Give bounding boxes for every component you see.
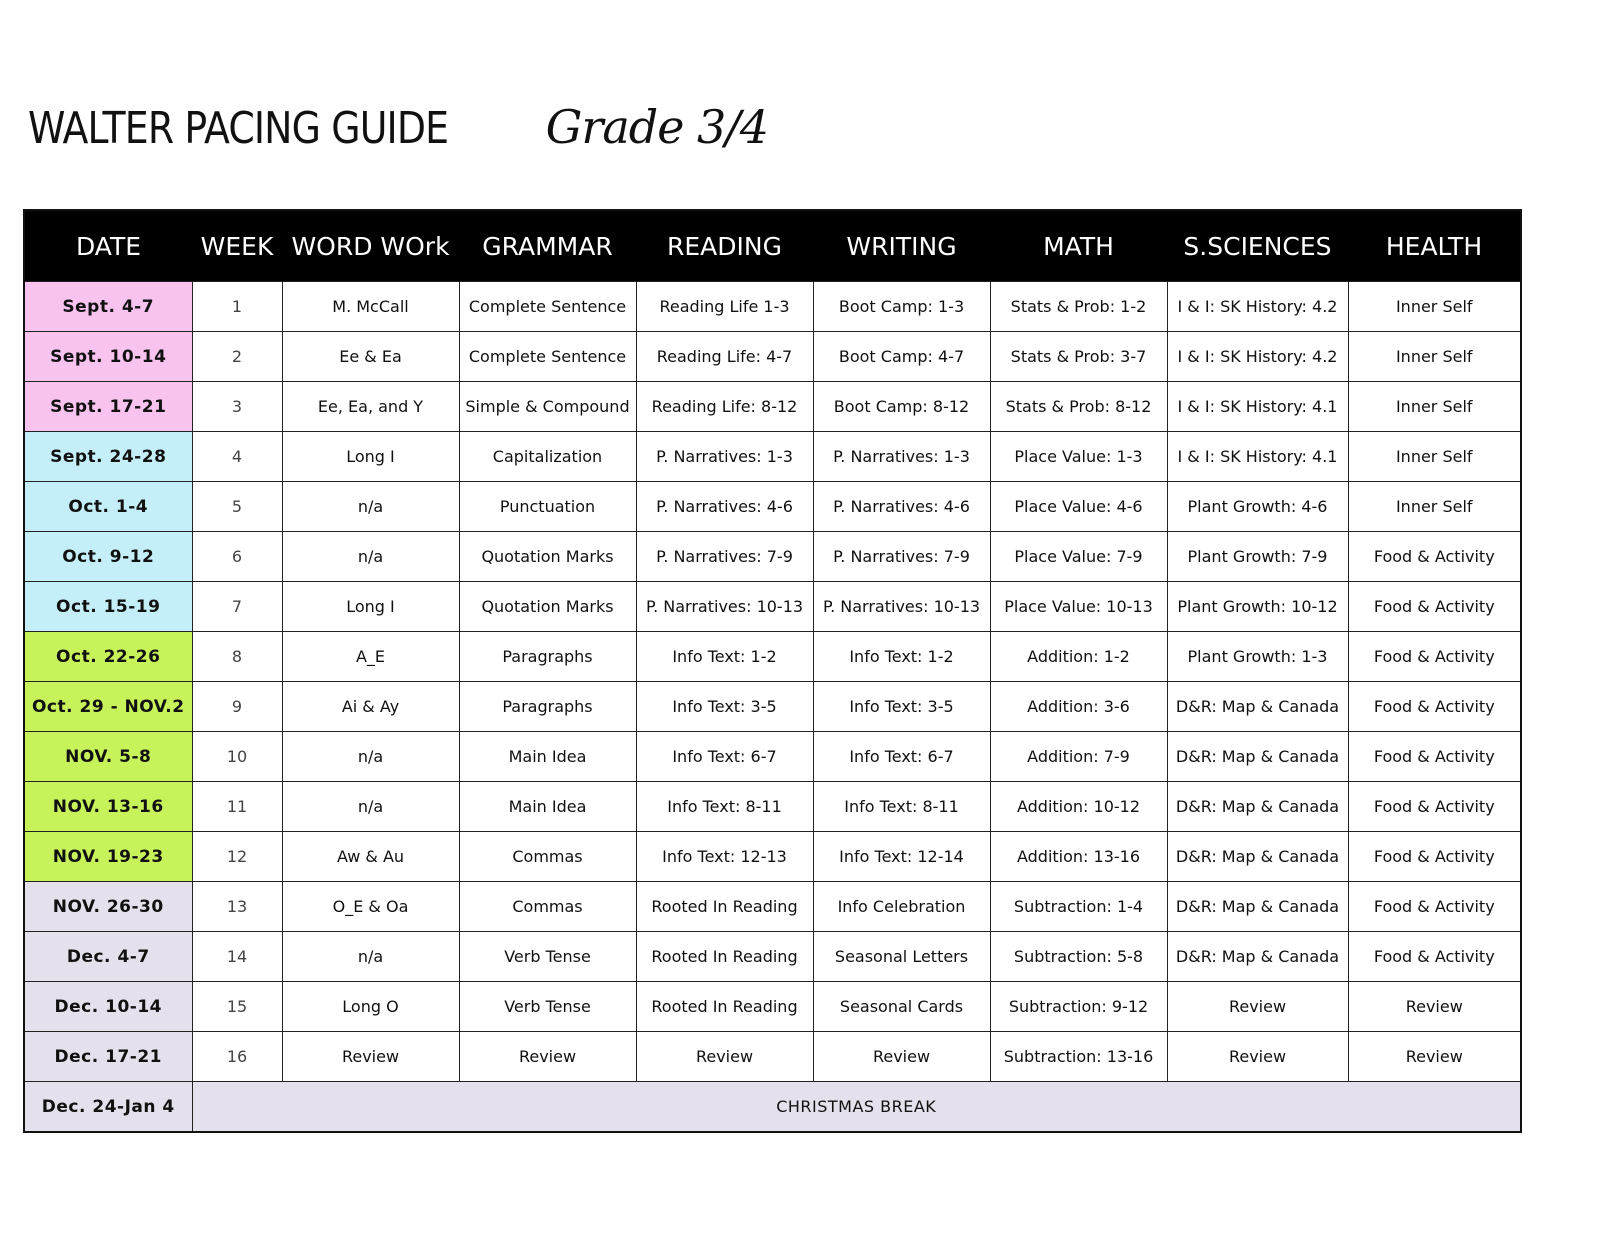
- math-cell: Stats & Prob: 1-2: [990, 282, 1167, 332]
- health-cell: Food & Activity: [1348, 632, 1521, 682]
- week-cell: 3: [192, 382, 282, 432]
- header-math: MATH: [990, 210, 1167, 282]
- math-cell: Place Value: 10-13: [990, 582, 1167, 632]
- grammar-cell: Main Idea: [459, 732, 636, 782]
- header-row: [24, 210, 1521, 282]
- grammar-cell: Quotation Marks: [459, 532, 636, 582]
- page-title: [28, 100, 768, 154]
- date-cell: Oct. 29 - NOV.2: [24, 682, 192, 732]
- grammar-cell: Simple & Compound: [459, 382, 636, 432]
- math-cell: Addition: 13-16: [990, 832, 1167, 882]
- date-cell: Sept. 17-21: [24, 382, 192, 432]
- date-cell: NOV. 5-8: [24, 732, 192, 782]
- date-cell: NOV. 26-30: [24, 882, 192, 932]
- table-row: [24, 582, 1521, 632]
- reading-cell: Rooted In Reading: [636, 932, 813, 982]
- week-cell: 8: [192, 632, 282, 682]
- science-cell: I & I: SK History: 4.2: [1167, 332, 1348, 382]
- grammar-cell: Paragraphs: [459, 682, 636, 732]
- writing-cell: P. Narratives: 10-13: [813, 582, 990, 632]
- health-cell: Review: [1348, 1032, 1521, 1082]
- date-cell: NOV. 13-16: [24, 782, 192, 832]
- table-row: [24, 282, 1521, 332]
- science-cell: Plant Growth: 7-9: [1167, 532, 1348, 582]
- word-work-cell: Long I: [282, 582, 459, 632]
- reading-cell: Reading Life: 4-7: [636, 332, 813, 382]
- date-cell: Sept. 4-7: [24, 282, 192, 332]
- table-row: [24, 682, 1521, 732]
- week-cell: 2: [192, 332, 282, 382]
- table-row: [24, 732, 1521, 782]
- header-health: HEALTH: [1348, 210, 1521, 282]
- health-cell: Food & Activity: [1348, 532, 1521, 582]
- math-cell: Place Value: 1-3: [990, 432, 1167, 482]
- word-work-cell: Long I: [282, 432, 459, 482]
- word-work-cell: Review: [282, 1032, 459, 1082]
- health-cell: Inner Self: [1348, 332, 1521, 382]
- science-cell: D&R: Map & Canada: [1167, 882, 1348, 932]
- grammar-cell: Punctuation: [459, 482, 636, 532]
- writing-cell: P. Narratives: 1-3: [813, 432, 990, 482]
- writing-cell: Info Celebration: [813, 882, 990, 932]
- math-cell: Addition: 1-2: [990, 632, 1167, 682]
- word-work-cell: M. McCall: [282, 282, 459, 332]
- date-cell: Oct. 1-4: [24, 482, 192, 532]
- science-cell: Plant Growth: 1-3: [1167, 632, 1348, 682]
- week-cell: 5: [192, 482, 282, 532]
- reading-cell: Info Text: 1-2: [636, 632, 813, 682]
- reading-cell: P. Narratives: 7-9: [636, 532, 813, 582]
- health-cell: Food & Activity: [1348, 582, 1521, 632]
- reading-cell: Rooted In Reading: [636, 982, 813, 1032]
- title-grade: Grade 3/4: [545, 100, 769, 154]
- math-cell: Addition: 10-12: [990, 782, 1167, 832]
- date-cell: Oct. 9-12: [24, 532, 192, 582]
- writing-cell: Boot Camp: 4-7: [813, 332, 990, 382]
- reading-cell: Info Text: 6-7: [636, 732, 813, 782]
- week-cell: 13: [192, 882, 282, 932]
- break-row: [24, 1082, 1521, 1133]
- math-cell: Place Value: 4-6: [990, 482, 1167, 532]
- math-cell: Stats & Prob: 8-12: [990, 382, 1167, 432]
- table-row: [24, 1032, 1521, 1082]
- health-cell: Food & Activity: [1348, 782, 1521, 832]
- math-cell: Subtraction: 1-4: [990, 882, 1167, 932]
- grammar-cell: Verb Tense: [459, 932, 636, 982]
- health-cell: Food & Activity: [1348, 682, 1521, 732]
- table-row: [24, 932, 1521, 982]
- math-cell: Stats & Prob: 3-7: [990, 332, 1167, 382]
- grammar-cell: Quotation Marks: [459, 582, 636, 632]
- date-cell: Oct. 22-26: [24, 632, 192, 682]
- date-cell: Dec. 17-21: [24, 1032, 192, 1082]
- math-cell: Subtraction: 5-8: [990, 932, 1167, 982]
- word-work-cell: Ee & Ea: [282, 332, 459, 382]
- word-work-cell: Ee, Ea, and Y: [282, 382, 459, 432]
- health-cell: Food & Activity: [1348, 882, 1521, 932]
- week-cell: 14: [192, 932, 282, 982]
- grammar-cell: Complete Sentence: [459, 282, 636, 332]
- table-row: [24, 482, 1521, 532]
- date-cell: Dec. 4-7: [24, 932, 192, 982]
- header-reading: READING: [636, 210, 813, 282]
- date-cell: Dec. 24-Jan 4: [24, 1082, 192, 1133]
- reading-cell: Info Text: 3-5: [636, 682, 813, 732]
- science-cell: D&R: Map & Canada: [1167, 832, 1348, 882]
- week-cell: 16: [192, 1032, 282, 1082]
- date-cell: Sept. 24-28: [24, 432, 192, 482]
- reading-cell: Reading Life: 8-12: [636, 382, 813, 432]
- math-cell: Place Value: 7-9: [990, 532, 1167, 582]
- math-cell: Addition: 3-6: [990, 682, 1167, 732]
- week-cell: 11: [192, 782, 282, 832]
- grammar-cell: Commas: [459, 832, 636, 882]
- header-date: DATE: [24, 210, 192, 282]
- math-cell: Subtraction: 9-12: [990, 982, 1167, 1032]
- word-work-cell: Aw & Au: [282, 832, 459, 882]
- health-cell: Food & Activity: [1348, 732, 1521, 782]
- math-cell: Addition: 7-9: [990, 732, 1167, 782]
- grammar-cell: Paragraphs: [459, 632, 636, 682]
- health-cell: Inner Self: [1348, 282, 1521, 332]
- science-cell: I & I: SK History: 4.1: [1167, 432, 1348, 482]
- week-cell: 4: [192, 432, 282, 482]
- writing-cell: Info Text: 8-11: [813, 782, 990, 832]
- table-row: [24, 632, 1521, 682]
- date-cell: Oct. 15-19: [24, 582, 192, 632]
- word-work-cell: n/a: [282, 532, 459, 582]
- word-work-cell: n/a: [282, 932, 459, 982]
- science-cell: I & I: SK History: 4.2: [1167, 282, 1348, 332]
- reading-cell: P. Narratives: 4-6: [636, 482, 813, 532]
- reading-cell: Info Text: 8-11: [636, 782, 813, 832]
- week-cell: 10: [192, 732, 282, 782]
- week-cell: 1: [192, 282, 282, 332]
- header-word-work: WORD WOrk: [282, 210, 459, 282]
- table-row: [24, 382, 1521, 432]
- reading-cell: P. Narratives: 10-13: [636, 582, 813, 632]
- week-cell: 9: [192, 682, 282, 732]
- word-work-cell: A_E: [282, 632, 459, 682]
- reading-cell: Review: [636, 1032, 813, 1082]
- health-cell: Inner Self: [1348, 382, 1521, 432]
- header-sciences: S.SCIENCES: [1167, 210, 1348, 282]
- science-cell: D&R: Map & Canada: [1167, 932, 1348, 982]
- christmas-break-cell: CHRISTMAS BREAK: [192, 1082, 1521, 1133]
- table-row: [24, 532, 1521, 582]
- grammar-cell: Review: [459, 1032, 636, 1082]
- science-cell: D&R: Map & Canada: [1167, 732, 1348, 782]
- grammar-cell: Main Idea: [459, 782, 636, 832]
- science-cell: Review: [1167, 1032, 1348, 1082]
- table-body: [24, 282, 1521, 1133]
- writing-cell: Boot Camp: 1-3: [813, 282, 990, 332]
- table-row: [24, 432, 1521, 482]
- word-work-cell: O_E & Oa: [282, 882, 459, 932]
- reading-cell: Info Text: 12-13: [636, 832, 813, 882]
- week-cell: 12: [192, 832, 282, 882]
- writing-cell: Info Text: 3-5: [813, 682, 990, 732]
- writing-cell: Boot Camp: 8-12: [813, 382, 990, 432]
- pacing-guide-table: [23, 209, 1522, 1133]
- table-row: [24, 982, 1521, 1032]
- writing-cell: Seasonal Letters: [813, 932, 990, 982]
- header-week: WEEK: [192, 210, 282, 282]
- grammar-cell: Commas: [459, 882, 636, 932]
- week-cell: 6: [192, 532, 282, 582]
- word-work-cell: n/a: [282, 482, 459, 532]
- math-cell: Subtraction: 13-16: [990, 1032, 1167, 1082]
- header-writing: WRITING: [813, 210, 990, 282]
- science-cell: Plant Growth: 10-12: [1167, 582, 1348, 632]
- science-cell: Review: [1167, 982, 1348, 1032]
- health-cell: Inner Self: [1348, 482, 1521, 532]
- table-row: [24, 782, 1521, 832]
- word-work-cell: n/a: [282, 782, 459, 832]
- reading-cell: Reading Life 1-3: [636, 282, 813, 332]
- writing-cell: Info Text: 1-2: [813, 632, 990, 682]
- grammar-cell: Verb Tense: [459, 982, 636, 1032]
- reading-cell: Rooted In Reading: [636, 882, 813, 932]
- writing-cell: Seasonal Cards: [813, 982, 990, 1032]
- writing-cell: Info Text: 6-7: [813, 732, 990, 782]
- reading-cell: P. Narratives: 1-3: [636, 432, 813, 482]
- date-cell: Sept. 10-14: [24, 332, 192, 382]
- date-cell: Dec. 10-14: [24, 982, 192, 1032]
- writing-cell: Review: [813, 1032, 990, 1082]
- word-work-cell: n/a: [282, 732, 459, 782]
- health-cell: Food & Activity: [1348, 932, 1521, 982]
- writing-cell: Info Text: 12-14: [813, 832, 990, 882]
- health-cell: Review: [1348, 982, 1521, 1032]
- table-row: [24, 332, 1521, 382]
- health-cell: Inner Self: [1348, 432, 1521, 482]
- grammar-cell: Complete Sentence: [459, 332, 636, 382]
- science-cell: D&R: Map & Canada: [1167, 782, 1348, 832]
- science-cell: D&R: Map & Canada: [1167, 682, 1348, 732]
- week-cell: 7: [192, 582, 282, 632]
- science-cell: I & I: SK History: 4.1: [1167, 382, 1348, 432]
- week-cell: 15: [192, 982, 282, 1032]
- header-grammar: GRAMMAR: [459, 210, 636, 282]
- writing-cell: P. Narratives: 7-9: [813, 532, 990, 582]
- writing-cell: P. Narratives: 4-6: [813, 482, 990, 532]
- table-row: [24, 882, 1521, 932]
- health-cell: Food & Activity: [1348, 832, 1521, 882]
- title-main: WALTER PACING GUIDE: [28, 103, 449, 154]
- word-work-cell: Long O: [282, 982, 459, 1032]
- word-work-cell: Ai & Ay: [282, 682, 459, 732]
- table-row: [24, 832, 1521, 882]
- grammar-cell: Capitalization: [459, 432, 636, 482]
- date-cell: NOV. 19-23: [24, 832, 192, 882]
- science-cell: Plant Growth: 4-6: [1167, 482, 1348, 532]
